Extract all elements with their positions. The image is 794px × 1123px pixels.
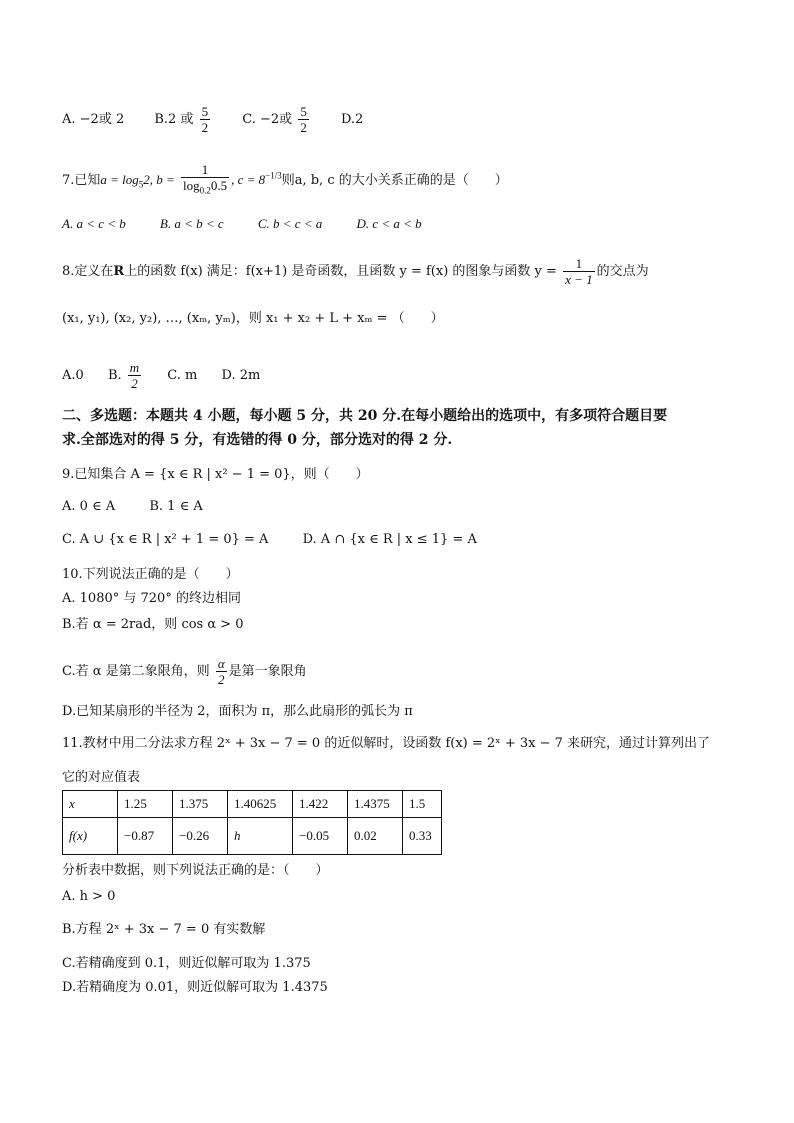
q8-option-b-fraction [128, 360, 141, 391]
section2-header-line1: 二、多选题：本题共 4 小题，每小题 5 分，共 20 分.在每小题给出的选项中，有多项符合题目要 [62, 408, 668, 424]
q10-option-b: B.若 α = 2rad，则 cos α > 0 [62, 617, 244, 632]
q11-value-table [62, 790, 442, 855]
q7-options [62, 215, 448, 234]
q11-option-d: D.若精确度为 0.01，则近似解可取为 1.4375 [62, 980, 328, 995]
table-cell: 1.375 [173, 791, 228, 818]
q7-option-c: C. b < c < a [257, 216, 323, 231]
q10-option-c [62, 656, 307, 687]
q9-options-cd [62, 531, 503, 549]
q8-option-b [108, 360, 143, 391]
table-row [63, 818, 442, 855]
q8-fraction [563, 256, 595, 287]
q6-option-b [154, 104, 212, 135]
table-cell: x [63, 791, 118, 818]
q8-b-num: m [129, 360, 140, 375]
q7-a-expr: a = log [100, 171, 139, 187]
table-cell: 1.40625 [228, 791, 293, 818]
q7-stem [62, 162, 508, 199]
table-cell: −0.05 [293, 818, 348, 855]
q9-option-d: D. A ∩ {x ∈ R | x ≤ 1} = A [302, 532, 477, 547]
q8-options [62, 360, 286, 391]
q6-c-frac-num: 5 [300, 104, 307, 119]
q7-b-num: 1 [181, 162, 229, 178]
q7-b-den-log: log [182, 178, 200, 193]
q8-R: R [113, 264, 125, 279]
table-cell: h [228, 818, 293, 855]
q10-stem: 10.下列说法正确的是（ ） [62, 567, 239, 582]
q9-option-b: B. 1 ∈ A [149, 499, 203, 514]
table-cell: −0.26 [173, 818, 228, 855]
q6-option-b-fraction [200, 104, 211, 135]
q6-option-c-label: C. −2或 [242, 112, 293, 127]
q11-option-a: A. h > 0 [62, 889, 116, 904]
q7-option-d: D. c < a < b [356, 216, 422, 231]
q9-option-a: A. 0 ∈ A [62, 499, 116, 514]
q7-b-den [181, 178, 229, 199]
q6-option-c [242, 104, 311, 135]
q6-b-frac-den: 2 [201, 120, 209, 135]
q8-stem-line1 [62, 256, 649, 287]
table-cell: 1.422 [293, 791, 348, 818]
q10-option-d: D.已知某扇形的半径为 2，面积为 π，那么此扇形的弧长为 π [62, 704, 413, 719]
q7-b-den-rest: 0.5 [210, 178, 228, 193]
table-row [63, 791, 442, 818]
table-cell: 0.02 [348, 818, 403, 855]
q8-stem-main: 上的函数 f(x) 满足：f(x+1) 是奇函数，且函数 y = f(x) 的图象与函数 y = [124, 264, 557, 279]
table-cell: −0.87 [118, 818, 173, 855]
q6-b-frac-num: 5 [201, 104, 209, 119]
q7-prefix: 7.已知 [62, 172, 101, 188]
q8-stem-end: 的交点为 [596, 264, 649, 279]
q8-prefix: 8.定义在 [62, 264, 114, 279]
table-cell: 1.4375 [348, 791, 403, 818]
q7-a-rest: 2, b = [143, 171, 175, 187]
table-cell: 1.25 [118, 791, 173, 818]
q10-option-c-fraction [216, 656, 227, 687]
q8-option-d: D. 2m [221, 368, 261, 383]
q8-option-c: C. m [167, 368, 198, 383]
q9-stem: 9.已知集合 A = {x ∈ R | x² − 1 = 0}，则（ ） [62, 467, 369, 482]
q7-suffix: 则a, b, c 的大小关系正确的是（ ） [281, 172, 508, 188]
q8-b-den: 2 [131, 376, 138, 391]
q8-frac-den: x − 1 [565, 272, 593, 287]
q8-option-b-label: B. [107, 368, 122, 383]
q8-frac-num: 1 [563, 256, 595, 272]
q10-c-den: 2 [217, 672, 225, 687]
q7-c-expr: , c = 8 [231, 171, 266, 187]
q11-option-c: C.若精确度到 0.1，则近似解可取为 1.375 [62, 956, 311, 971]
q7-option-b: B. a < b < c [159, 216, 224, 231]
q11-option-b: B.方程 2ˣ + 3x − 7 = 0 有实数解 [62, 922, 266, 937]
q7-a-sub: 5 [138, 179, 144, 190]
q11-after-table: 分析表中数据，则下列说法正确的是：（ ） [62, 863, 329, 878]
q6-option-a: A. −2或 2 [62, 112, 125, 127]
q10-option-a: A. 1080° 与 720° 的终边相同 [62, 591, 241, 606]
q6-options [62, 104, 389, 135]
q10-c-num: α [217, 656, 225, 671]
table-cell: 0.33 [403, 818, 442, 855]
q6-option-d: D.2 [340, 112, 364, 127]
q9-option-c: C. A ∪ {x ∈ R | x² + 1 = 0} = A [62, 532, 269, 547]
q11-stem-line1: 11.教材中用二分法求方程 2ˣ + 3x − 7 = 0 的近似解时，设函数 f(x) = 2ˣ + 3x − 7 来研究，通过计算列出了 [62, 736, 711, 751]
q6-option-b-label: B.2 或 [154, 112, 194, 127]
q9-options-ab [62, 498, 229, 516]
table-cell: f(x) [63, 818, 118, 855]
q6-c-frac-den: 2 [300, 120, 307, 135]
q7-option-a: A. a < c < b [62, 216, 126, 231]
q11-stem-line2: 它的对应值表 [62, 770, 141, 785]
q8-option-a: A.0 [62, 368, 84, 383]
q10-option-c-end: 是第一象限角 [228, 664, 307, 679]
q6-option-c-fraction [298, 104, 309, 135]
section2-header-line2: 求.全部选对的得 5 分，有选错的得 0 分，部分选对的得 2 分. [62, 432, 453, 448]
q7-c-exp: −1/3 [265, 170, 282, 181]
q7-b-fraction [181, 162, 229, 199]
q8-stem-line2: (x₁, y₁), (x₂, y₂), …, (xₘ, yₘ)，则 x₁ + x₂ + L + xₘ = （ ） [62, 311, 444, 326]
q10-option-c-text: C.若 α 是第二象限角，则 [62, 664, 210, 679]
table-cell: 1.5 [403, 791, 442, 818]
q7-b-den-sub: 0.2 [199, 185, 211, 196]
